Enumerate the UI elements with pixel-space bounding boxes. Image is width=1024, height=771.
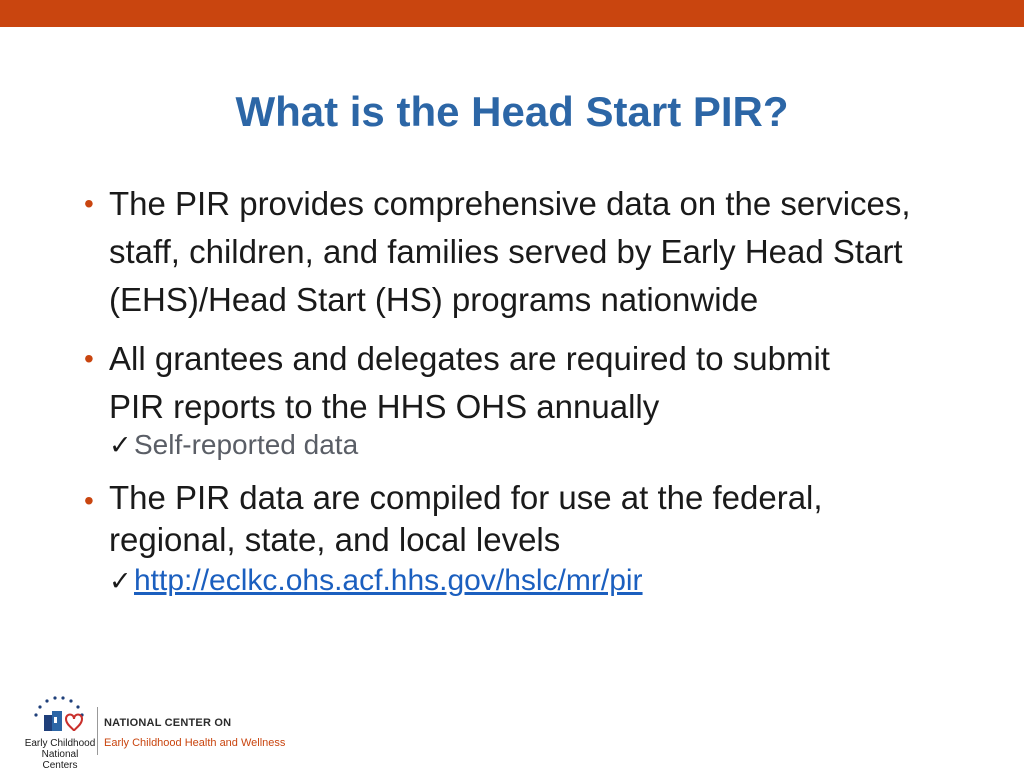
bullet-text: The PIR provides comprehensive data on the services, staff, children, and families served by Early Head Start (EHS)/Head Start (HS) programs nationwide [109,185,911,318]
top-accent-bar [0,0,1024,27]
logo-text-line2: National Centers [41,749,79,771]
footer-divider [97,707,98,755]
bullet-list [84,180,964,603]
bullet-item-1 [84,180,964,324]
bullet-dot-icon: • [84,343,94,374]
bullet-text-line2: PIR reports to the HHS OHS annually [109,388,660,425]
slide-title: What is the Head Start PIR? [235,88,789,135]
sub-item-link [84,559,964,603]
bullet-dot-icon: • [84,485,94,516]
bullet-item-3 [84,477,964,561]
national-center-label: NATIONAL CENTER ON [104,717,232,729]
logo-text-line1: Early Childhood [24,738,96,749]
bullet-item-2 [84,335,964,431]
sub-item-text: Self-reported data [134,429,359,460]
bullet-text-line1: All grantees and delegates are required to submit [109,340,830,377]
bullet-text-line1: The PIR data are compiled for use at the federal, [109,479,823,516]
bullet-dot-icon: • [84,188,94,219]
bullet-text-line2: regional, state, and local levels [109,521,561,558]
footer-logo-area [24,695,324,771]
checkmark-icon: ✓ [109,430,132,460]
national-center-name: Early Childhood Health and Wellness [104,737,286,749]
pir-link[interactable]: http://eclkc.ohs.acf.hhs.gov/hslc/mr/pir [134,564,643,597]
early-childhood-logo-icon [28,695,88,737]
checkmark-icon: ✓ [109,566,132,596]
sub-item-self-reported [84,425,964,465]
